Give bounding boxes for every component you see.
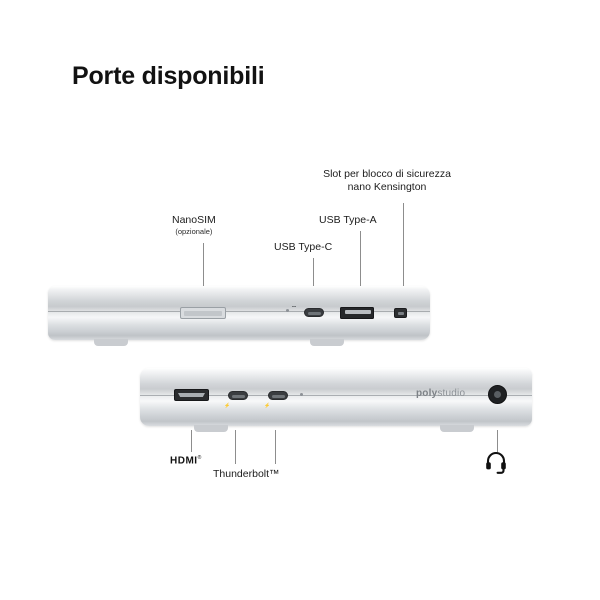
- callout-usb-type-a: USB Type-A: [319, 214, 377, 226]
- status-led-dot: [286, 309, 289, 312]
- port-usb-type-a: [340, 307, 374, 319]
- thunderbolt-micro-label-2: ⚡: [264, 403, 271, 409]
- leader-thunderbolt-2: [275, 430, 276, 464]
- port-hdmi: [174, 389, 209, 401]
- leader-thunderbolt-1: [235, 430, 236, 464]
- leader-kensington: [403, 203, 404, 298]
- callout-nanosim: [172, 214, 216, 237]
- callout-kensington-line2: nano Kensington: [347, 181, 427, 193]
- chassis-foot-right: [310, 339, 344, 346]
- headset-icon: [484, 450, 508, 474]
- poly-studio-branding: [416, 388, 465, 399]
- usb-c-micro-label: ⎓: [292, 304, 297, 310]
- power-led-dot: [300, 393, 303, 396]
- callout-kensington: [292, 168, 482, 194]
- chassis-foot-left-lower: [194, 425, 228, 432]
- callout-usb-type-c: USB Type-C: [274, 241, 333, 253]
- brand-poly: poly: [416, 388, 438, 399]
- callout-kensington-line1: Slot per blocco di sicurezza: [323, 168, 451, 180]
- page-title: Porte disponibili: [72, 62, 265, 90]
- laptop-left-side-profile: [140, 368, 532, 426]
- port-thunderbolt-1: [228, 391, 248, 400]
- legend-hdmi-label: HDMI: [170, 455, 198, 467]
- chassis-foot-right-lower: [440, 425, 474, 432]
- thunderbolt-micro-label-1: ⚡: [224, 403, 231, 409]
- legend-thunderbolt: Thunderbolt™: [213, 468, 280, 480]
- port-nanosim: [180, 307, 226, 319]
- chassis-foot-left: [94, 339, 128, 346]
- port-usb-type-c: [304, 308, 324, 317]
- port-kensington-lock: [394, 308, 407, 318]
- callout-nanosim-label: NanoSIM: [172, 214, 216, 226]
- callout-nanosim-sublabel: (opzionale): [175, 227, 213, 236]
- brand-studio: studio: [437, 388, 466, 399]
- legend-hdmi-tm: ®: [197, 455, 202, 461]
- port-thunderbolt-2: [268, 391, 288, 400]
- port-audio-jack: [488, 385, 507, 404]
- leader-hdmi: [191, 430, 192, 452]
- leader-headset: [497, 430, 498, 452]
- legend-hdmi: [170, 455, 202, 466]
- laptop-right-side-profile: [48, 286, 430, 340]
